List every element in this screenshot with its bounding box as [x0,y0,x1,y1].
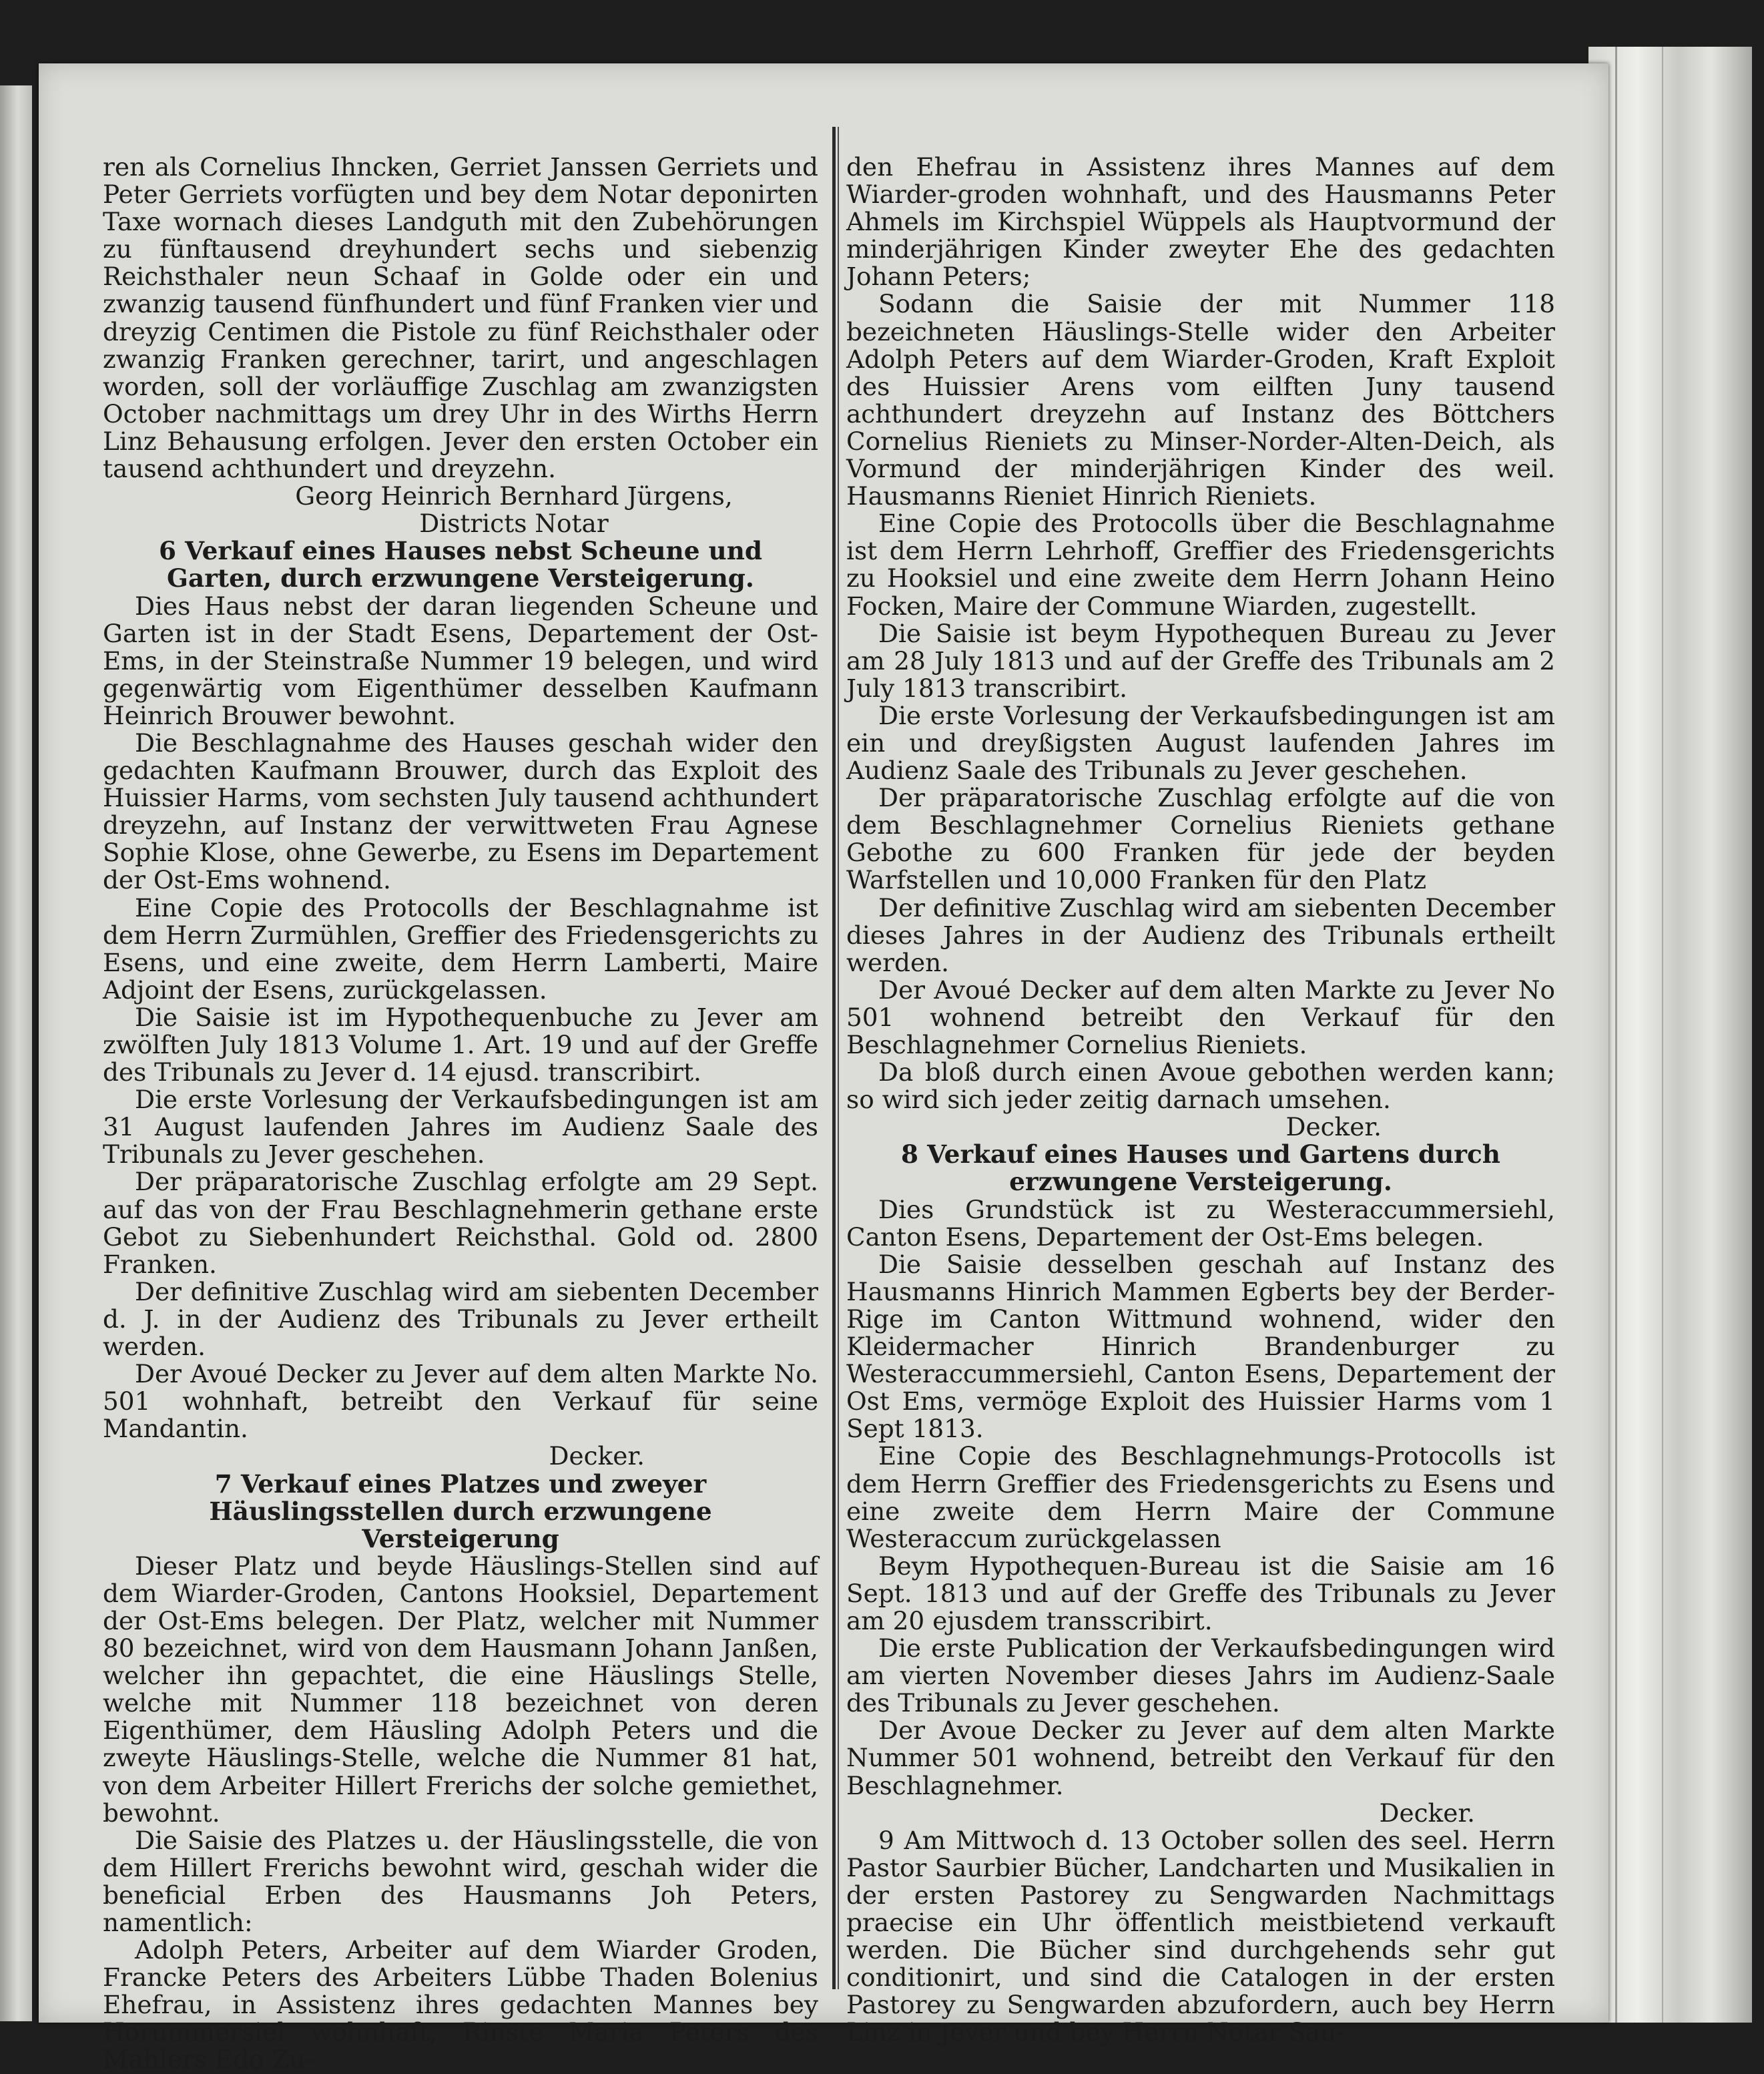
paragraph: den Ehefrau in Assistenz ihres Mannes auf dem Wiarder-groden wohnhaft, und des Hausmanns Peter Ahmels im Kirchspiel Wüppels als Hauptvormund der minderjährigen Kinder zweyter Ehe des gedachten Johann Peters; [846,152,1555,292]
paragraph: Eine Copie des Protocolls über die Beschlagnahme ist dem Herrn Lehrhoff, Greffier des Friedensgerichts zu Hooksiel und eine zweite dem Herrn Johann Heino Focken, Maire der Commune Wiarden, zugestellt. [846,509,1555,621]
paragraph: Beym Hypothequen-Bureau ist die Saisie am 16 Sept. 1813 und auf der Greffe des Tribunals zu Jever am 20 ejusdem transscribirt. [846,1551,1555,1635]
paragraph: Dieser Platz und beyde Häuslings-Stellen sind auf dem Wiarder-Groden, Cantons Hooksiel, Departement der Ost-Ems belegen. Der Platz, welcher mit Nummer 80 bezeichnet, wird von dem Hausmann Johann Janßen, welcher ihn gepachtet, die eine Häuslings Stelle, welche mit Nummer 118 bezeichnet von deren Eigenthümer, dem Häusling Adolph Peters und die zweyte Häuslings-Stelle, welche die Nummer 81 hat, von dem Arbeiter Hillert Frerichs der solche gemiethet, bewohnt. [103,1551,818,1828]
paragraph: ren als Cornelius Ihncken, Gerriet Janssen Gerriets und Peter Gerriets vorfügten und bey dem Notar deponirten Taxe wornach dieses Landguth mit den Zubehörungen zu fünftausend dreyhundert sechs und siebenzig Reichsthaler neun Schaaf in Golde oder ein und zwanzig tausend fünfhundert und fünf Franken vier und dreyzig Centimen die Pistole zu fünf Reichsthaler oder zwanzig Franken gerechner, tarirt, und angeschlagen worden, soll der vorläuffige Zuschlag am zwanzigsten October nachmittags um drey Uhr in des Wirths Herrn Linz Behausung erfolgen. Jever den ersten October ein tausend achthundert und dreyzehn. [103,152,818,484]
paragraph: Der definitive Zuschlag wird am siebenten December dieses Jahres in der Audienz des Tribunals ertheilt werden. [846,892,1555,977]
paragraph: Die erste Vorlesung der Verkaufsbedingungen ist am ein und dreyßigsten August laufenden Jahres im Audienz Saale des Tribunals zu Jever geschehen. [846,700,1555,786]
paragraph: Da bloß durch einen Avoue gebothen werden kann; so wird sich jeder zeitig darnach umsehen. [846,1057,1555,1115]
signature-name: Georg Heinrich Bernhard Jürgens, [295,481,733,511]
paragraph: Sodann die Saisie der mit Nummer 118 bezeichneten Häuslings-Stelle wider den Arbeiter Adolph Peters auf dem Wiarder-Groden, Kraft Exploit des Huissier Arens vom eilften Juny tausend achthundert dreyzehn auf Instanz des Böttchers Cornelius Rieniets zu Minser-Norder-Alten-Deich, als Vormund der minderjährigen Kinder des weil. Hausmanns Rieniet Hinrich Rieniets. [846,289,1555,511]
paragraph: Die Saisie ist im Hypothequenbuche zu Jever am zwölften July 1813 Volume 1. Art. 19 und auf der Greffe des Tribunals zu Jever d. 14 ejusd. transcribirt. [103,1002,818,1087]
paragraph: Dies Haus nebst der daran liegenden Scheune und Garten ist in der Stadt Esens, Departement der Ost-Ems, in der Steinstraße Nummer 19 belegen, und wird gegenwärtig vom Eigenthümer desselben Kaufmann Heinrich Brouwer bewohnt. [103,591,818,730]
notice-heading: 7 Verkauf eines Platzes und zweyer Häuslingsstellen durch erzwungene Versteigerung [209,1469,712,1553]
signature: Decker. [549,1441,645,1471]
document-page [39,63,1608,2074]
paragraph: Dies Grundstück ist zu Westeraccummersiehl, Canton Esens, Departement der Ost-Ems belegen. [846,1194,1555,1252]
paragraph: Die erste Publication der Verkaufsbedingungen wird am vierten November dieses Jahrs im Audienz-Saale des Tribunals zu Jever geschehen. [846,1633,1555,1718]
signature-title: Districts Notar [419,509,609,539]
left-column [103,154,818,2074]
paragraph: Die Saisie desselben geschah auf Instanz des Hausmanns Hinrich Mammen Egberts bey der Berder-Rige im Canton Wittmund wohnend, wider den Kleidermacher Hinrich Brandenburger zu Westeraccummersiehl, Canton Esens, Departement der Ost Ems, vermöge Exploit des Huissier Harms vom 1 Sept 1813. [846,1249,1555,1444]
paragraph: Die erste Vorlesung der Verkaufsbedingungen ist am 31 August laufenden Jahres im Audienz Saale des Tribunals zu Jever geschehen. [103,1085,818,1170]
signature: Decker. [1379,1798,1475,1828]
paragraph: Die Saisie des Platzes u. der Häuslingsstelle, die von dem Hillert Frerichs bewohnt wird, geschah wider die beneficial Erben des Hausmanns Joh Peters, namentlich: [103,1825,818,1937]
paragraph: Die Saisie ist beym Hypothequen Bureau zu Jever am 28 July 1813 und auf der Greffe des Tribunals am 2 July 1813 transcribirt. [846,618,1555,703]
column-divider [832,127,836,1989]
notice-heading: 8 Verkauf eines Hauses und Gartens durch erzwungene Versteigerung. [901,1139,1500,1197]
page-stack-edges [1588,47,1752,2023]
paragraph: Eine Copie des Protocolls der Beschlagnahme ist dem Herrn Zurmühlen, Greffier des Friedensgerichts zu Esens, und eine zweite, dem Herrn Lamberti, Maire Adjoint der Esens, zurückgelassen. [103,892,818,1005]
column-divider-thin [838,127,839,1989]
paragraph: Der präparatorische Zuschlag erfolgte am 29 Sept. auf das von der Frau Beschlagnehmerin gethane erste Gebot zu Siebenhundert Reichsthal. Gold od. 2800 Franken. [103,1167,818,1279]
paragraph: Der Avoué Decker auf dem alten Markte zu Jever No 501 wohnend betreibt den Verkauf für den Beschlagnehmer Cornelius Rieniets. [846,975,1555,1059]
paragraph: Der präparatorische Zuschlag erfolgte auf die von dem Beschlagnehmer Cornelius Rieniets gethane Gebothe zu 600 Franken für jede der beyden Warfstellen und 10,000 Franken für den Platz [846,783,1555,895]
paragraph: Adolph Peters, Arbeiter auf dem Wiarder Groden, Francke Peters des Arbeiters Lübbe Thaden Bolenius Ehefrau, in Assistenz ihres gedachten Mannes bey Horummersiel wohnhaft, Rinste Maria Peters des Mahlers Edo Zu- [103,1935,818,2074]
notice-heading: 6 Verkauf eines Hauses nebst Scheune und Garten, durch erzwungene Versteigerung. [158,536,763,593]
facing-page-edge [0,85,32,2021]
paragraph: Der definitive Zuschlag wird am siebenten December d. J. in der Audienz des Tribunals zu Jever ertheilt werden. [103,1276,818,1362]
right-column [846,154,1555,2046]
paragraph: Die Beschlagnahme des Hauses geschah wider den gedachten Kaufmann Brouwer, durch das Exploit des Huissier Harms, vom sechsten July tausend achthundert dreyzehn, auf Instanz der verwittweten Frau Agnese Sophie Klose, ohne Gewerbe, zu Esens im Departement der Ost-Ems wohnend. [103,728,818,895]
paragraph: 9 Am Mittwoch d. 13 October sollen des seel. Herrn Pastor Saurbier Bücher, Landcharten und Musikalien in der ersten Pastorey zu Sengwarden Nachmittags praecise ein Uhr öffentlich meistbietend verkauft werden. Die Bücher sind durchgehends sehr gut conditionirt, und sind die Catalogen in der ersten Pastorey zu Sengwarden abzufordern, auch bey Herrn Linz in Jever und bey Herrn Notar Sau- [846,1825,1555,2047]
paragraph: Der Avoue Decker zu Jever auf dem alten Markte Nummer 501 wohnend, betreibt den Verkauf für den Beschlagnehmer. [846,1716,1555,1800]
signature: Decker. [1285,1112,1382,1142]
paragraph: Der Avoué Decker zu Jever auf dem alten Markte No. 501 wohnhaft, betreibt den Verkauf für seine Mandantin. [103,1359,818,1444]
paragraph: Eine Copie des Beschlagnehmungs-Protocolls ist dem Herrn Greffier des Friedensgerichts zu Esens und eine zweite dem Herrn Maire der Commune Westeraccum zurückgelassen [846,1441,1555,1553]
